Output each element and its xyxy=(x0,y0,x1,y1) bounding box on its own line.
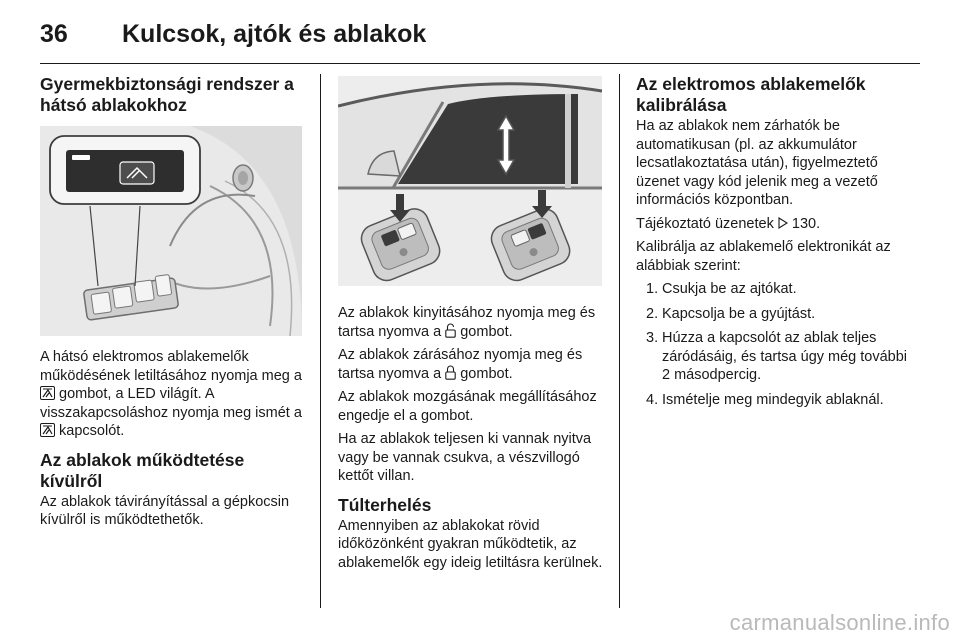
page-number: 36 xyxy=(40,20,68,48)
open-windows-text-b: gombot. xyxy=(460,323,513,340)
step-number: 1. xyxy=(646,281,659,297)
column-middle xyxy=(338,74,606,572)
calibration-steps-list xyxy=(636,280,908,409)
calibration-intro: Ha az ablakok nem zárhatók be automatikusan (pl. az akkumulátor lecsatlakoztatása után), figyelmeztető üzenet vagy kód jelenik meg a vezető információs központban. xyxy=(636,118,878,208)
hazard-flash-text: Ha az ablakok teljesen ki vannak nyitva vagy be vannak csukva, a vészvillogó kettőt villan. xyxy=(338,431,592,484)
list-item xyxy=(636,329,908,385)
step-number: 3. xyxy=(646,330,659,346)
stop-windows-text: Az ablakok mozgásának megállításához engedje el a gombot. xyxy=(338,389,597,424)
triangle-arrow-icon xyxy=(778,217,788,229)
section-heading-overload: Túlterhelés xyxy=(338,494,432,515)
open-windows-text xyxy=(338,304,606,341)
child-lock-text-c: kapcsolót. xyxy=(59,423,125,439)
open-windows-text-a: Az ablakok kinyitásához nyomja meg és tartsa nyomva a xyxy=(338,305,596,340)
watermark: carmanualsonline.info xyxy=(729,610,950,635)
child-lock-description xyxy=(40,348,302,441)
page-header xyxy=(40,14,920,54)
close-windows-text xyxy=(338,346,606,383)
info-messages-page: 130. xyxy=(791,215,821,232)
close-windows-text-a: Az ablakok zárásához nyomja meg és tartsa nyomva a xyxy=(338,347,583,382)
child-lock-text-a: A hátsó elektromos ablakemelők működésének letiltásához nyomja meg a xyxy=(40,349,302,384)
column-left xyxy=(40,74,302,530)
child-lock-text-b: gombot, a LED világít. A visszakapcsoláshoz nyomja meg ismét a xyxy=(40,386,302,421)
step-text: Kapcsolja be a gyújtást. xyxy=(662,305,816,322)
close-windows-text-b: gombot. xyxy=(460,365,513,382)
page-title: Kulcsok, ajtók és ablakok xyxy=(122,20,427,48)
step-number: 2. xyxy=(646,305,659,322)
overload-text: Amennyiben az ablakokat rövid időközönként gyakran működtetik, az ablakemelők egy ideig letiltásra kerülnek. xyxy=(338,517,603,571)
section-outside-operation xyxy=(40,450,302,530)
remote-key-window-figure xyxy=(338,76,602,286)
list-item xyxy=(636,305,908,324)
column-right xyxy=(636,74,908,415)
list-item xyxy=(636,391,908,410)
step-text: Csukja be az ajtókat. xyxy=(662,281,797,297)
header-rule xyxy=(40,63,920,64)
step-text: Húzza a kapcsolót az ablak teljes záródásáig, és tartsa úgy még további 2 másodpercig. xyxy=(662,330,908,383)
info-messages-reference xyxy=(636,215,908,234)
step-text: Ismételje meg mindegyik ablaknál. xyxy=(662,391,884,408)
child-window-lock-icon xyxy=(40,386,55,400)
section-heading-outside-operation: Az ablakok működtetése kívülről xyxy=(40,449,245,491)
section-heading-calibration: Az elektromos ablakemelők kalibrálása xyxy=(636,74,866,115)
step-number: 4. xyxy=(646,391,659,408)
open-padlock-icon xyxy=(445,323,456,338)
outside-operation-text: Az ablakok távirányítással a gépkocsin kívülről is működtethetők. xyxy=(40,493,290,528)
info-messages-text: Tájékoztató üzenetek xyxy=(636,215,774,232)
column-divider xyxy=(320,74,321,608)
section-overload xyxy=(338,495,606,573)
calibration-steps-intro: Kalibrálja az ablakemelő elektronikát az alábbiak szerint: xyxy=(636,239,891,274)
column-divider xyxy=(619,74,620,608)
child-window-lock-icon xyxy=(40,423,55,437)
rear-window-switch-figure xyxy=(40,126,302,336)
closed-padlock-icon xyxy=(445,365,456,380)
list-item xyxy=(636,280,908,299)
section-heading-child-lock: Gyermekbiztonsági rendszer a hátsó ablakokhoz xyxy=(40,74,294,115)
